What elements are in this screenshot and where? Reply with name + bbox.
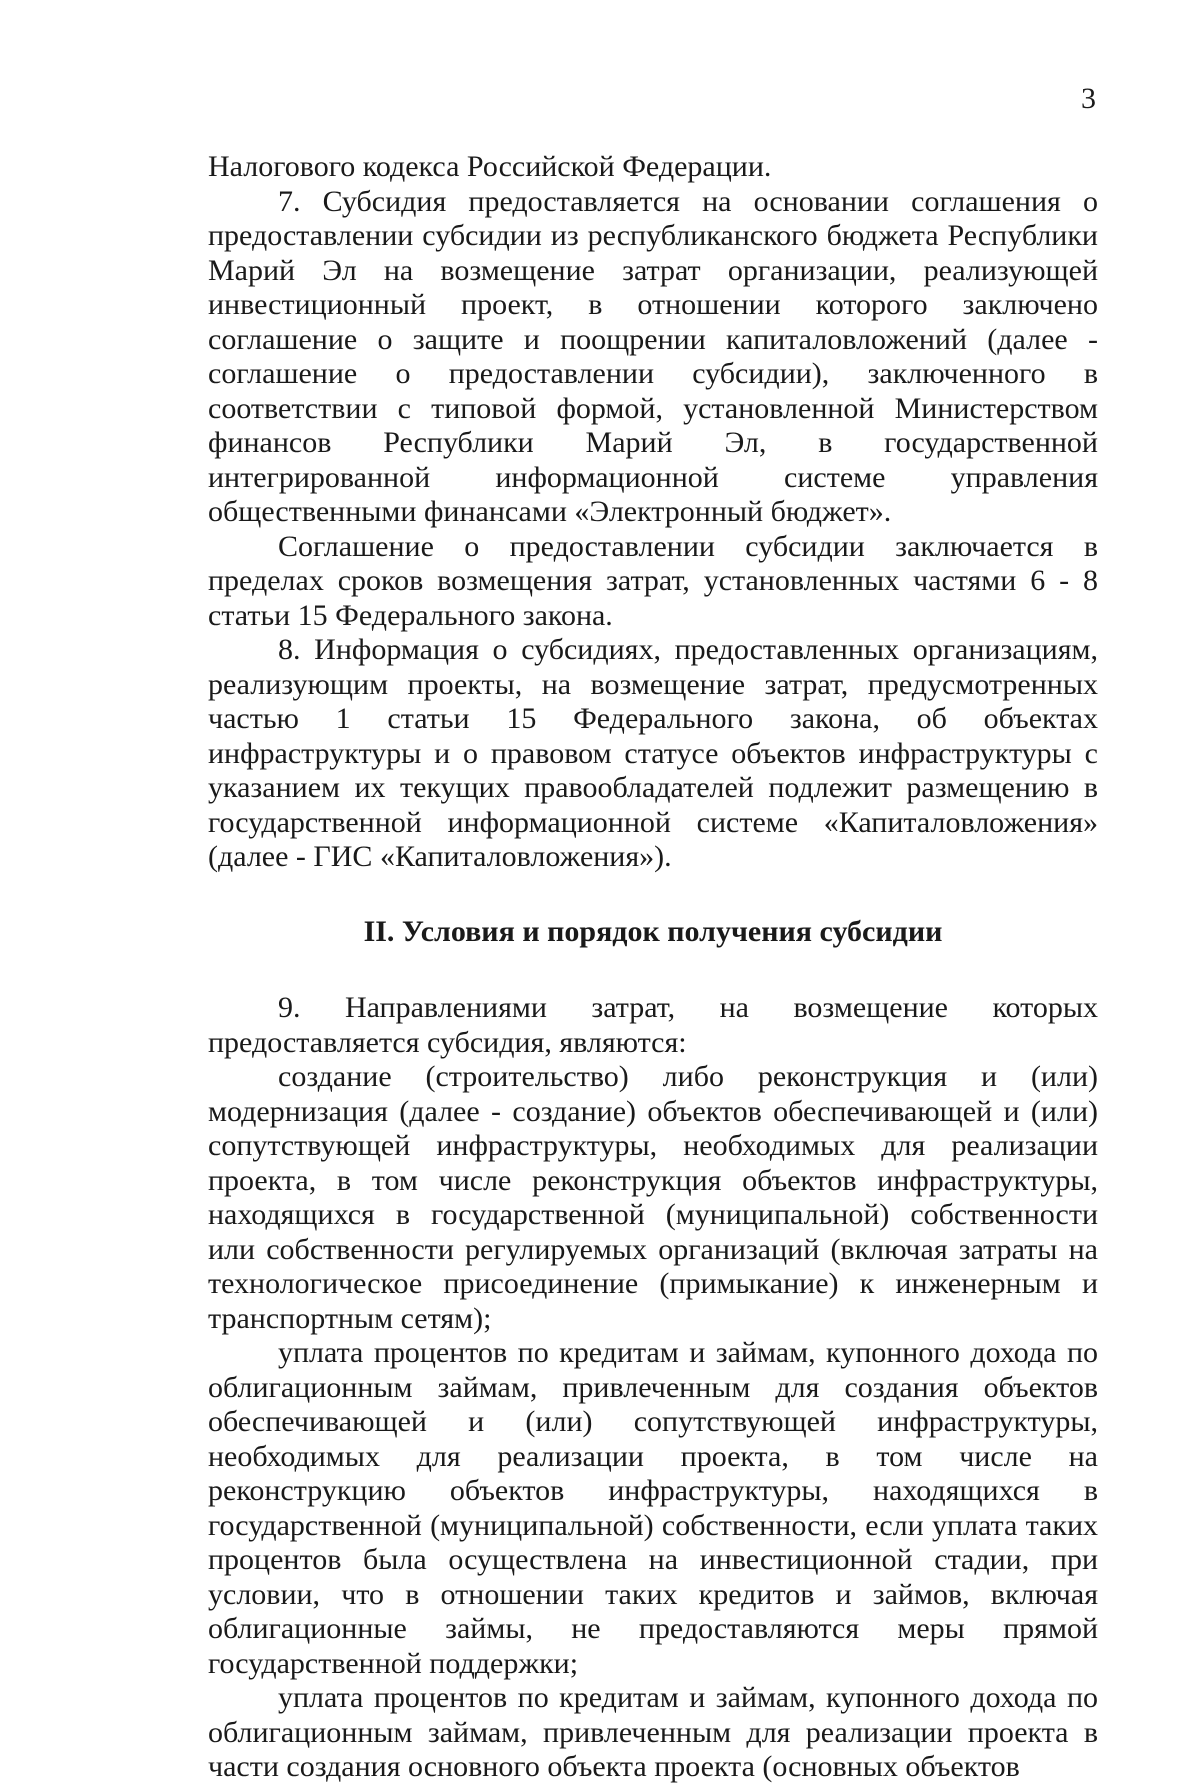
page-number: 3 xyxy=(1081,82,1096,115)
paragraph-continuation: Налогового кодекса Российской Федерации. xyxy=(208,150,772,183)
paragraph-interest-project: уплата процентов по кредитам и займам, купонного дохода по облигационным займам, привлеченным для реализации проекта в части создания основного объекта проекта (основных объектов xyxy=(208,1681,1098,1783)
paragraph-item-8: 8. Информация о субсидиях, предоставленных организациям, реализующим проекты, на возмещение затрат, предусмотренных частью 1 статьи 15 Федерального закона, об объектах инфраструктуры и о правовом статусе объектов инфраструктуры с указанием их текущих правообладателей подлежит размещению в государственной информационной системе «Капиталовложения» (далее - ГИС «Капиталовложения»). xyxy=(208,633,1098,873)
document-body xyxy=(208,150,1098,1785)
section-heading: II. Условия и порядок получения субсидии xyxy=(363,914,943,948)
paragraph-agreement-terms: Соглашение о предоставлении субсидии заключается в пределах сроков возмещения затрат, установленных частями 6 - 8 статьи 15 Федерального закона. xyxy=(208,529,1098,632)
paragraph-construction: создание (строительство) либо реконструкция и (или) модернизация (далее - создание) объектов обеспечивающей и (или) сопутствующей инфраструктуры, необходимых для реализации проекта, в том числе реконструкция объектов инфраструктуры, находящихся в государственной (муниципальной) собственности или собственности регулируемых организаций (включая затраты на технологическое присоединение (примыкание) к инженерным и транспортным сетям); xyxy=(208,1060,1098,1335)
paragraph-item-9: 9. Направлениями затрат, на возмещение которых предоставляется субсидия, являются: xyxy=(208,991,1098,1059)
paragraph-item-7: 7. Субсидия предоставляется на основании соглашения о предоставлении субсидии из республиканского бюджета Республики Марий Эл на возмещение затрат организации, реализующей инвестиционный проект, в отношении которого заключено соглашение о защите и поощрении капиталовложений (далее - соглашение о предоставлении субсидии), заключенного в соответствии с типовой формой, установленной Министерством финансов Республики Марий Эл, в государственной интегрированной информационной системе управления общественными финансами «Электронный бюджет». xyxy=(208,184,1098,528)
paragraph-interest-infrastructure: уплата процентов по кредитам и займам, купонного дохода по облигационным займам, привлеченным для создания объектов обеспечивающей и (или) сопутствующей инфраструктуры, необходимых для реализации проекта, в том числе на реконструкцию объектов инфраструктуры, находящихся в государственной (муниципальной) собственности, если уплата таких процентов была осуществлена на инвестиционной стадии, при условии, что в отношении таких кредитов и займов, включая облигационные займы, не предоставляются меры прямой государственной поддержки; xyxy=(208,1336,1098,1680)
